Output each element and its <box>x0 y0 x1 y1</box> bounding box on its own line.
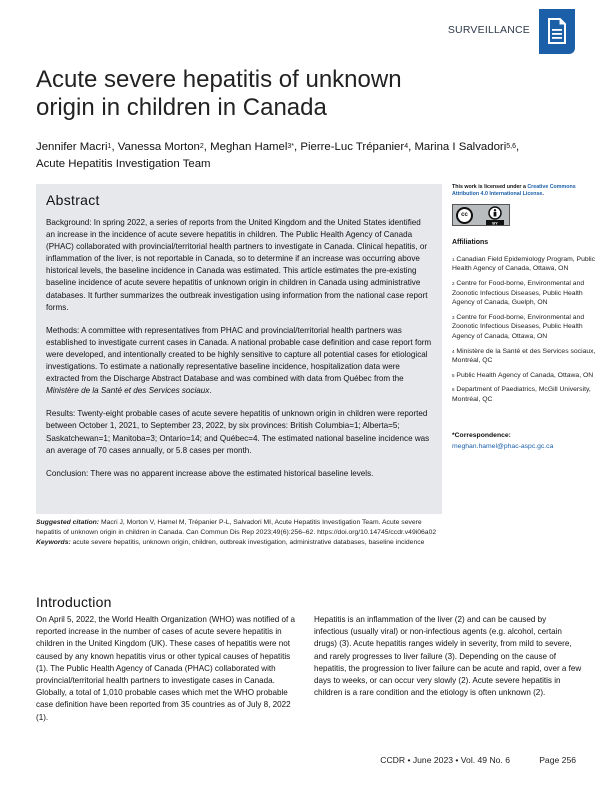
document-icon <box>547 18 567 44</box>
affiliation-item <box>452 385 602 404</box>
author-name: Jennifer Macri <box>36 141 108 153</box>
abstract-background: Background: In spring 2022, a series of reports from the United Kingdom and the United States identified an increase in the incidence of acute severe hepatitis in children. The Public Health Agency of Canada (PHAC) collaborated with provincial/territorial health partners to investigate in Canada. Clinical hepatitis, or inflammation of the liver, is not reportable in Canada, so to determine if an increase was occurring above historical levels, the baseline incidence in Canada was estimated. This article estimates the pre-existing baseline incidence of acute severe hepatitis of unknown origin in children in Canada using administrative databases. It further summarizes the outbreak investigation using information from the national case report forms. <box>46 218 428 312</box>
license-link[interactable]: Creative Commons Attribution 4.0 International License <box>452 184 576 197</box>
affiliation-number: 1 <box>452 256 455 262</box>
affiliation-number: 5 <box>452 372 455 378</box>
affiliation-item <box>452 347 602 366</box>
abstract-results: Results: Twenty-eight probable cases of acute severe hepatitis of unknown origin in children were reported between October 1, 2021, to September 23, 2022, by six provinces: British Columbia=1; Alberta=5; Saskatchewan=1; Manitoba=3; Ontario=14; and Québec=4. The estimated national baseline incidence was an average of 70 cases annually, or 5.8 cases per month. <box>46 409 430 455</box>
sidebar <box>452 184 602 452</box>
cc-by-badge[interactable] <box>452 204 510 226</box>
correspondence-label: *Correspondence: <box>452 431 511 439</box>
group-author: Acute Hepatitis Investigation Team <box>36 158 211 170</box>
introduction-heading: Introduction <box>36 594 112 610</box>
page-number: Page 256 <box>539 755 576 765</box>
methods-end: . <box>209 386 212 396</box>
author-name: Vanessa Morton <box>117 141 200 153</box>
affiliation-text: Canadian Field Epidemiology Program, Public Health Agency of Canada, Ottawa, ON <box>452 255 596 273</box>
author-affiliation-marker: 4 <box>404 143 409 150</box>
keywords-label: Keywords: <box>36 539 71 546</box>
introduction-paragraph-right: Hepatitis is an inflammation of the liver (2) and can be caused by infectious (usually viral) or non-infectious agents (e.g. alcohol, certain drugs) (3). Acute hepatitis ranges widely in severity, from mild to severe, and rarely progresses to liver failure (3). Depending on the cause of hepatitis, the progression to liver failure can be acute and rapid, over a few days to weeks, or can occur very slowly (2). Acute severe hepatitis in children is a rare condition and the etiology is often unknown (2). <box>314 615 582 698</box>
affiliation-text: Department of Paediatrics, McGill University, Montréal, QC <box>452 386 591 403</box>
introduction-paragraph-left: On April 5, 2022, the World Health Organization (WHO) was notified of a reported increase in the number of cases of acute severe hepatitis in children in the United Kingdom (UK). These cases of hepatitis were not caused by any known hepatitis virus or other typical causes of hepatitis (1). The Public Health Agency of Canada (PHAC) collaborated with provincial/territorial health partners to investigate cases in Canada. Globally, a total of 1,010 probable cases which met the WHO probable case definition have been reported from 35 countries as of July 8, 2022 (1). <box>36 615 295 722</box>
methods-source-name: Ministère de la Santé et des Services sociaux <box>46 386 210 396</box>
author-name: Pierre-Luc Trépanier <box>300 141 405 153</box>
author-affiliation-marker: 1 <box>107 143 112 150</box>
affiliation-text: Centre for Food-borne, Environmental and Zoonotic Infectious Diseases, Public Health Agency of Canada, Guelph, ON <box>452 279 585 307</box>
affiliation-item <box>452 279 602 308</box>
license-end: . <box>542 190 544 197</box>
citation-label: Suggested citation: <box>36 519 100 526</box>
abstract-methods <box>46 325 432 398</box>
affiliation-text: Centre for Food-borne, Environmental and Zoonotic Infectious Diseases, Public Health Agency of Canada, Ottawa, ON <box>452 313 585 340</box>
affiliation-number: 6 <box>452 387 455 393</box>
journal-issue-info: CCDR • June 2023 • Vol. 49 No. 6 <box>380 755 510 765</box>
abstract-box <box>36 184 442 514</box>
article-title: Acute severe hepatitis of unknown origin in children in Canada <box>36 66 402 121</box>
abstract-conclusion: Conclusion: There was no apparent increase above the estimated historical baseline levels. <box>46 468 374 478</box>
citation-block <box>36 518 446 548</box>
section-badge <box>539 9 575 54</box>
author-name: Meghan Hamel <box>210 141 288 153</box>
author-list: Jennifer Macri$^1$, Vanessa Morton$^2$, Meghan Hamel$^{3*}$, Pierre-Luc Trépanier$^4$, Marina I Salvadori$^{5,6}$, Acute Hepatitis Investigation Team <box>36 141 520 170</box>
license-text: This work is licensed under a <box>452 184 528 190</box>
methods-text: Methods: A committee with representatives from PHAC and provincial/territorial health partners was established to investigate current cases in Canada. A national probable case definition and case report form were developed, and intentionally created to be highly sensitive to capture all potential cases for etiological investigations. To estimate a nationally representative baseline incidence, hospitalization data were extracted from the Discharge Abstract Database and was combined with data from Québec from the <box>46 325 432 384</box>
affiliation-item <box>452 371 602 381</box>
author-affiliation-marker: 5,6 <box>506 143 516 150</box>
affiliation-number: 3 <box>452 314 455 320</box>
attribution-icon <box>483 206 507 226</box>
affiliation-number: 2 <box>452 280 455 286</box>
license-notice <box>452 184 602 197</box>
author-name: Marina I Salvadori <box>414 141 507 153</box>
affiliation-text: Public Health Agency of Canada, Ottawa, ON <box>456 371 594 379</box>
affiliation-number: 4 <box>452 348 455 354</box>
keywords-text: acute severe hepatitis, unknown origin, children, outbreak investigation, administrative databases, baseline incidence <box>70 539 425 546</box>
svg-text:BY: BY <box>492 220 498 226</box>
author-affiliation-marker: 3* <box>287 143 295 150</box>
author-affiliation-marker: 2 <box>199 143 204 150</box>
affiliation-item <box>452 313 602 342</box>
affiliation-item <box>452 255 602 274</box>
citation-text: Macri J, Morton V, Hamel M, Trépanier P-L, Salvadori MI, Acute Hepatitis Investigation Team. Acute severe hepatitis of unknown origin in children in Canada. Can Commun Dis Rep 2023;49(6):256–62. https://doi.org/10.14745/ccdr.v49i06a02 <box>36 519 437 536</box>
section-label: SURVEILLANCE <box>447 24 530 36</box>
abstract-heading: Abstract <box>46 192 100 208</box>
affiliation-text: Ministère de la Santé et des Services sociaux, Montréal, QC <box>452 347 596 365</box>
affiliations-heading: Affiliations <box>452 239 489 247</box>
cc-icon: cc <box>456 207 473 224</box>
correspondence-email-link[interactable]: meghan.hamel@phac-aspc.gc.ca <box>452 443 554 451</box>
